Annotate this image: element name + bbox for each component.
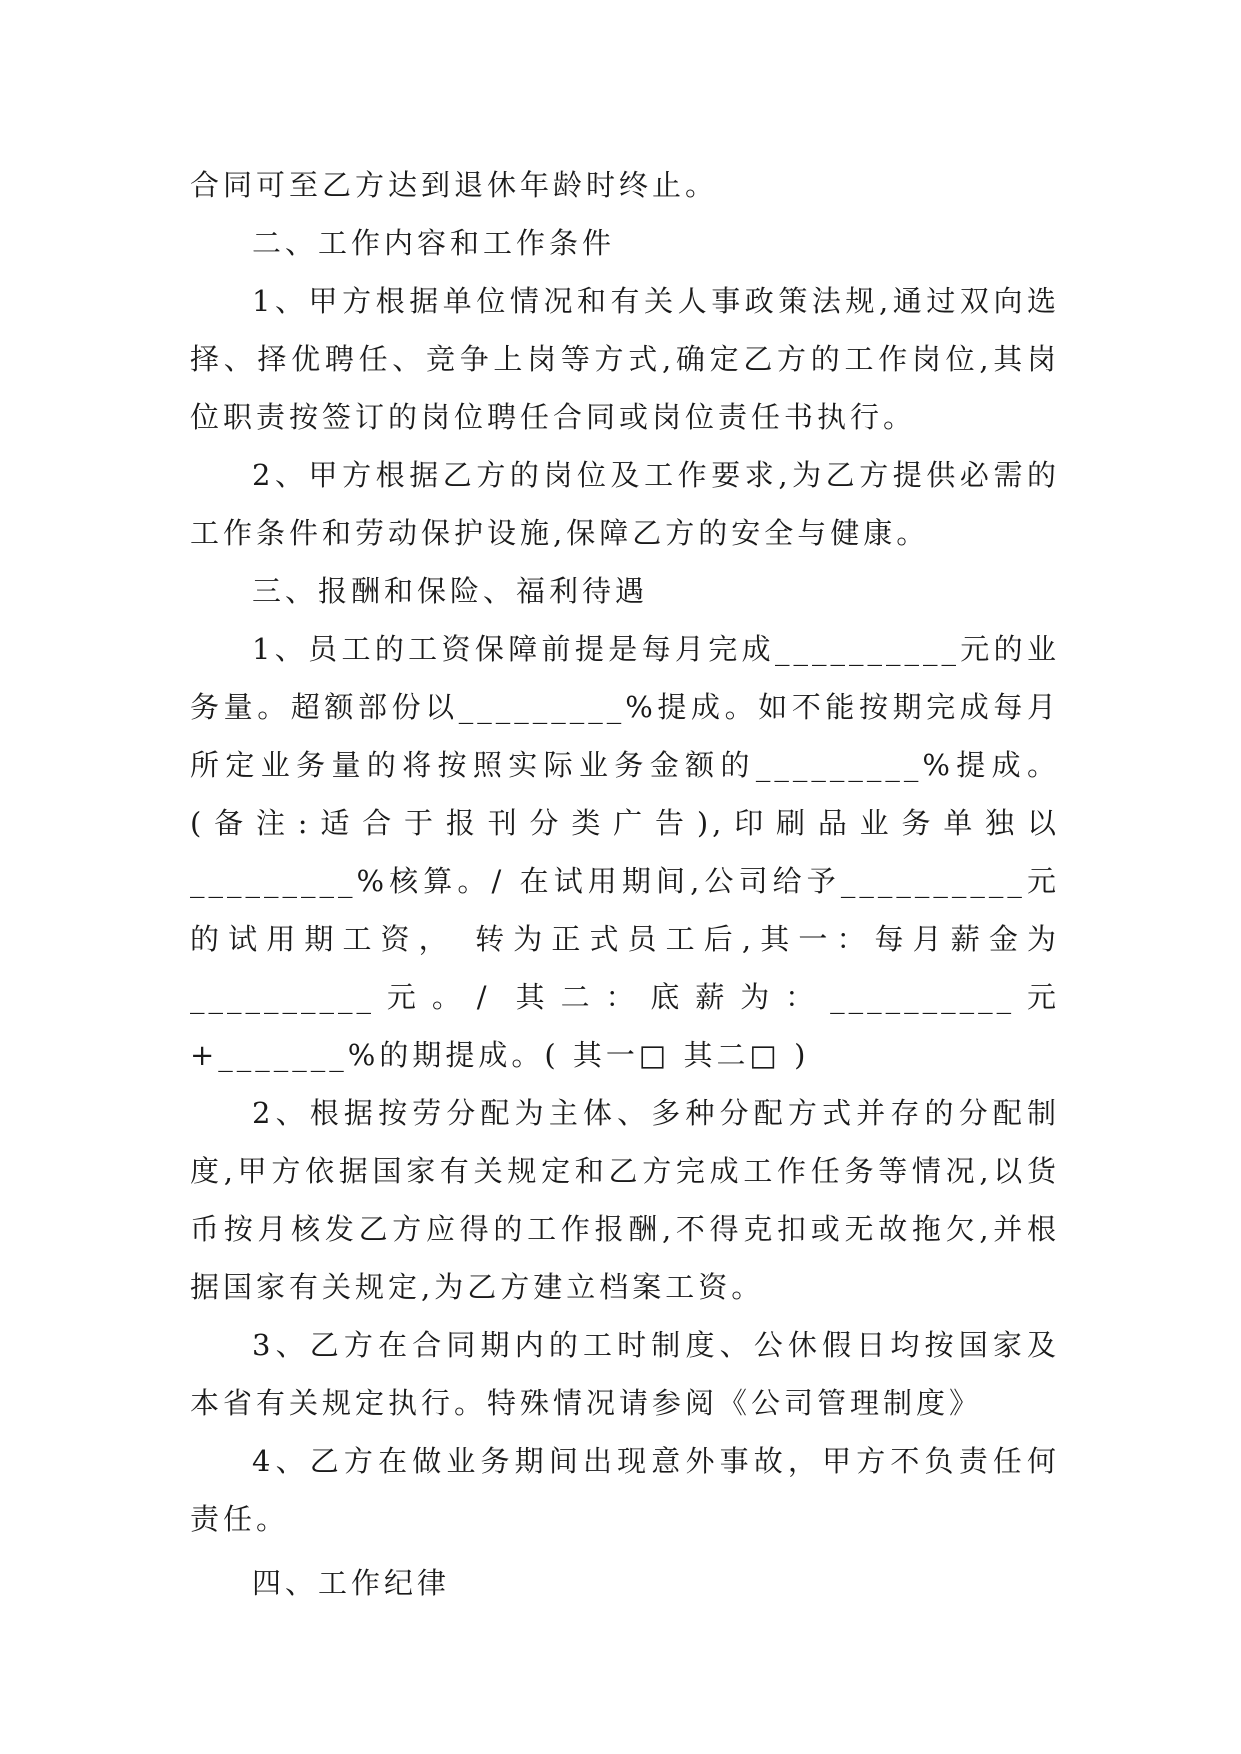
section-heading-work-content: 二、工作内容和工作条件 — [252, 226, 616, 260]
paragraph-job-position: 1、甲方根据单位情况和有关人事政策法规,通过双向选择、择优聘任、竞争上岗等方式,确定乙方的工作岗位,其岗位职责按签订的岗位聘任合同或岗位责任书执行。 — [190, 284, 1060, 434]
section-heading-discipline: 四、工作纪律 — [252, 1566, 451, 1600]
paragraph-salary-terms: 1、员工的工资保障前提是每月完成__________元的业务量。超额部份以_________%提成。如不能按期完成每月所定业务量的将按照实际业务金额的_________%提成。(备注:适合于报刊分类广告),印刷品业务单独以_________%核算。/ 在试用期间,公司给予__________元的试用期工资， 转为正式员工后,其一：每月薪金为__________元。/ 其二：底薪为：__________元+_______%的期提成。( 其一□ 其二□ ) — [190, 632, 1060, 1072]
paragraph-continuation: 合同可至乙方达到退休年龄时终止。 — [190, 168, 719, 202]
paragraph-accident-liability: 4、乙方在做业务期间出现意外事故，甲方不负责任何责任。 — [190, 1444, 1060, 1536]
paragraph-distribution: 2、根据按劳分配为主体、多种分配方式并存的分配制度,甲方依据国家有关规定和乙方完成工作任务等情况,以货币按月核发乙方应得的工作报酬,不得克扣或无故拖欠,并根据国家有关规定,为乙方建立档案工资。 — [190, 1096, 1060, 1304]
paragraph-work-conditions: 2、甲方根据乙方的岗位及工作要求,为乙方提供必需的工作条件和劳动保护设施,保障乙方的安全与健康。 — [190, 458, 1060, 550]
paragraph-working-hours: 3、乙方在合同期内的工时制度、公休假日均按国家及本省有关规定执行。特殊情况请参阅《公司管理制度》 — [190, 1328, 1060, 1420]
document-body — [190, 156, 1060, 1612]
section-heading-compensation: 三、报酬和保险、福利待遇 — [252, 574, 649, 608]
